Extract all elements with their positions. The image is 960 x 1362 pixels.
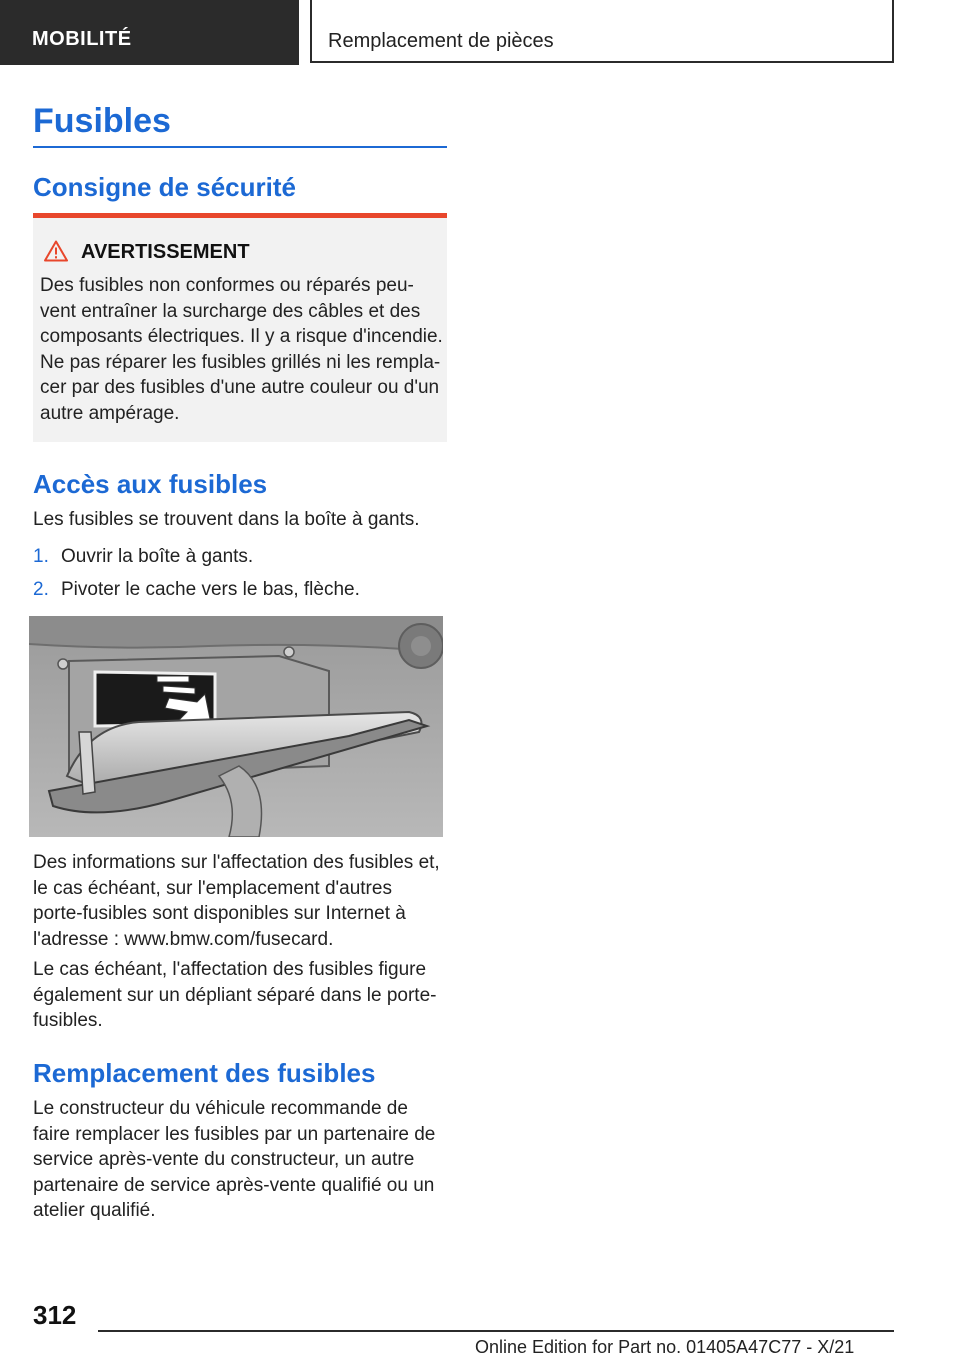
header-section-label: MOBILITÉ (32, 28, 132, 50)
footer-rule (98, 1330, 894, 1332)
step-text: Ouvrir la boîte à gants. (61, 546, 254, 567)
list-item (33, 579, 360, 601)
fuse-info-paragraph: Des informations sur l'affectation des fusibles et, le cas échéant, sur l'emplacement d'autres porte-fusibles sont disponibles sur Internet à l'adresse : www.bmw.com/fusecard. (33, 852, 440, 950)
footer-edition: Online Edition for Part no. 01405A47C77 - X/21 (475, 1337, 855, 1357)
header-chapter-label: Remplacement de pièces (328, 30, 554, 52)
header-chapter-tab (310, 0, 894, 63)
warning-box (33, 213, 447, 442)
access-intro: Les fusibles se trouvent dans la boîte à gants. (33, 509, 420, 530)
replacement-paragraph: Le constructeur du véhicule recommande de faire remplacer les fusibles par un partenaire de service après-vente du constructeur, un autre partenaire de service après-vente qualifié ou un atelier qualifié. (33, 1098, 436, 1221)
page-title: Fusibles (33, 102, 171, 140)
step-text: Pivoter le cache vers le bas, flèche. (61, 579, 360, 600)
step-number: 2. (33, 579, 49, 600)
title-underline (33, 146, 447, 148)
replacement-heading: Remplacement des fusibles (33, 1058, 376, 1088)
warning-text: Des fusibles non conformes ou réparés peu- vent entraîner la surcharge des câbles et des composants électriques. Il y a risque d'incendie. Ne pas réparer les fusibles grillés ni les rempla- cer par des fusibles d'une autre couleur ou d'un autre ampérage. (40, 275, 443, 424)
list-item (33, 546, 253, 568)
step-number: 1. (33, 546, 49, 567)
warning-accent-bar (33, 213, 447, 218)
page-number: 312 (33, 1300, 77, 1330)
header-section-tab (0, 0, 299, 65)
access-heading: Accès aux fusibles (33, 469, 268, 499)
fuse-leaflet-paragraph: Le cas échéant, l'affectation des fusibles figure également sur un dépliant séparé dans le porte- fusibles. (33, 959, 437, 1031)
warning-label: AVERTISSEMENT (81, 241, 250, 263)
glovebox-fuse-illustration (29, 616, 443, 837)
warning-triangle-icon (44, 240, 68, 262)
safety-heading: Consigne de sécurité (33, 172, 296, 202)
